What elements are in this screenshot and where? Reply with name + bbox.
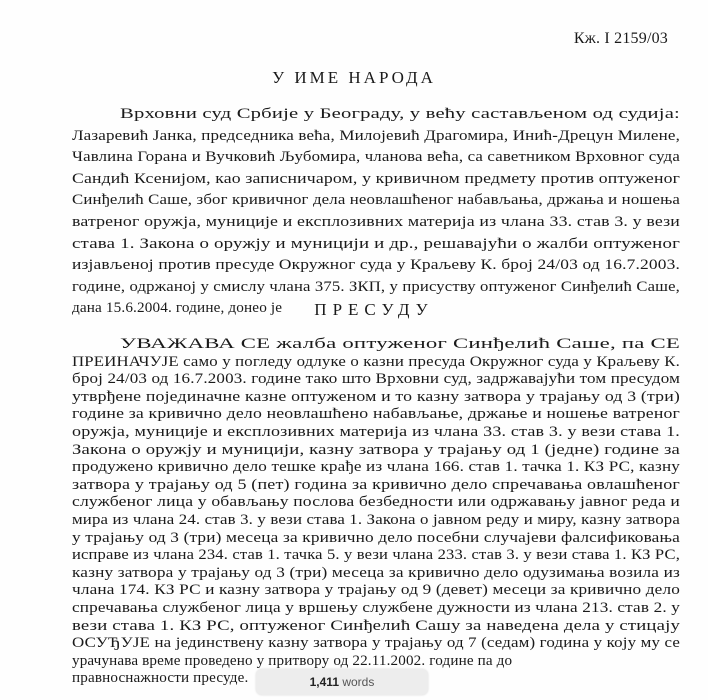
intro-line: изјављеној против пресуде Окружног суда у Краљеву К. број 24/03 од 16.7.2003. [72,256,681,274]
verdict-line: затвора у трајању од 5 (пет) година за кривично дело спречавања овлашћеног [72,476,680,493]
word-count-number: 1,411 [309,675,339,689]
intro-line: става 1. Закона о оружју и муницији и др., решавајући о жалби оптуженог [72,234,680,252]
verdict-line: утврђене појединачне казне оптуженом и то казну затвора у трајању од 3 (три) [72,388,680,405]
verdict-line: године за кривично дело неовлашћено набављање, држање и ношење ватреног [72,406,680,423]
verdict-line: члана 174. КЗ РС и казну затвора у трајању од 9 (девет) месеци за кривично дело [72,582,680,599]
verdict-line: број 24/03 од 16.7.2003. године тако што Врховни суд, задржавајући том пресудом [72,371,680,388]
verdict-line: исправе из члана 234. став 1. тачка 5. у вези члана 233. став 3. у вези става 1. КЗ РС, [72,547,680,564]
verdict-line: ОСУЂУЈЕ на јединствену казну затвора у трајању од 7 (седам) година у коју му се [72,635,680,652]
intro-line: Врховни суд Србије у Београду, у већу састављеном од судија: [120,105,680,122]
verdict-line: мира из члана 24. став 3. у вези става 1. Закона о јавном реду и миру, казну затвора [72,512,680,528]
intro-line: Синђелић Саше, због кривичног дела неовлашћеног набављања, држања и ношења [72,191,680,209]
verdict-line: Закона о оружју и муницији, казну затвора у трајању од 1 (једне) године за [72,441,680,458]
verdict-line: оружја, муниције и експлозивних материја из члана 33. став 3. у вези става 1. [72,424,680,440]
intro-line: Чавлина Горана и Вучковић Љубомира, чланова већа, са саветником Врховног суда [72,148,680,166]
heading-in-the-name-of-people: У ИМЕ НАРОДА [272,68,436,87]
verdict-line: урачунава време проведено у притвору од 22.11.2002. године па до [72,652,513,669]
intro-line: Сандић Ксенијом, као записничаром, у кривичном предмету против оптуженог [72,169,680,187]
verdict-line: продужено кривично дело тешке крађе из члана 166. став 1. тачка 1. КЗ РС, казну [72,459,680,476]
verdict-line: ПРЕИНАЧУЈЕ само у погледу одлуке о казни пресуда Окружног суда у Краљеву К. [72,353,680,370]
verdict-line: УВАЖАВА СЕ жалба оптуженог Синђелић Саше, па СЕ [120,336,680,352]
word-count-label: words [342,675,375,689]
heading-verdict: ПРЕСУДУ [314,300,434,319]
intro-line: ватреног оружја, муниције и експлозивних материја из члана 33. став 3. у вези [72,213,680,230]
verdict-line: у трајању од 3 (три) месеца за кривично дело посебни случајеви фалсификовања [72,529,680,546]
word-count-indicator [256,669,428,695]
intro-line: Лазаревић Јанка, председника већа, Милојевић Драгомира, Инић-Дрецун Милене, [72,126,680,144]
intro-line: дана 15.6.2004. године, донео је [72,299,283,317]
verdict-line: спречавања службеног лица у вршењу службене дужности из члана 213. став 2. у [72,600,680,616]
verdict-line: службеног лица у обављању послова безбедности или одржавању јавног реда и [72,494,680,511]
verdict-line: правноснажности пресуде. [72,670,249,687]
verdict-line: казну затвора у трајању од 3 (три) месеца за кривично дело одузимања возила из [72,564,680,581]
case-number: Кж. I 2159/03 [573,30,668,47]
intro-line: године, одржаној у смислу члана 375. ЗКП, у присуству оптуженог Синђелић Саше, [72,277,680,295]
verdict-line: вези става 1. КЗ РС, оптуженог Синђелић Сашу за наведена дела у стицају [72,617,680,634]
